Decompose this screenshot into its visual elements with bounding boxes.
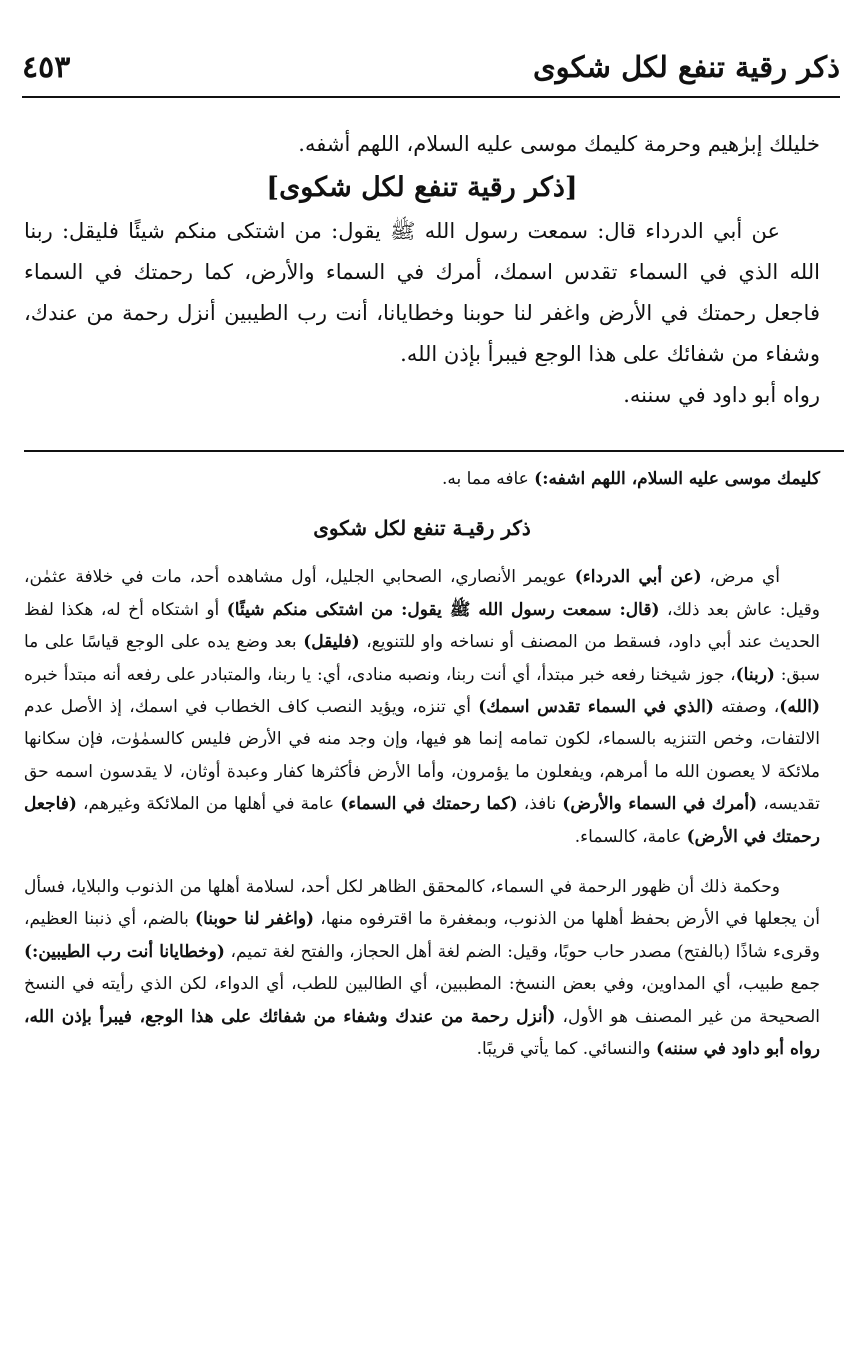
running-title: ذكر رقية تنفع لكل شكوى bbox=[532, 50, 840, 84]
page-number: ٤٥٣ bbox=[22, 50, 71, 85]
section-heading: [ذكر رقية تنفع لكل شكوى] bbox=[266, 172, 578, 203]
commentary-text: أو اشتكاه أخ له، هكذا لفظ الحديث عند أبي داود، فسقط من المصنف أو نساخه واو للتنويع، bbox=[24, 599, 821, 653]
main-text-continuation: خليلك إبرٰهيم وحرمة كليمك موسى عليه السلام، اللهم أشفه. bbox=[298, 132, 820, 156]
commentary-bold: (قال: سمعت رسول الله ﷺ يقول: من اشتكى منكم شيئًا) bbox=[226, 599, 660, 620]
commentary-text: عويمر الأنصاري، الصحابي الجليل، أول مشاهده أحد، مات في خلافة عثمٰن، وقيل: عاش بعد ذلك، bbox=[24, 567, 820, 620]
hadith-source: رواه أبو داود في سننه. bbox=[623, 383, 820, 407]
commentary-text: عامة، كالسماء. bbox=[574, 826, 687, 847]
commentary-bold: (فاجعل رحمتك في الأرض) bbox=[24, 794, 820, 847]
commentary-heading: ذكر رقيـة تنفع لكل شكوى bbox=[313, 516, 531, 541]
commentary-bold: (عن أبي الدرداء) bbox=[574, 567, 702, 588]
commentary-first-line bbox=[24, 463, 820, 495]
commentary-text: نافذ، bbox=[517, 794, 563, 815]
commentary-bold: (الله) bbox=[779, 697, 821, 718]
commentary-bold: (واغفر لنا حوبنا) bbox=[195, 909, 315, 930]
commentary-bold: (فليقل) bbox=[303, 632, 360, 653]
main-text bbox=[24, 124, 820, 416]
commentary-text: وحكمة ذلك أن ظهور الرحمة في السماء، كالمحقق الظاهر لكل أحد، لسلامة أهلها من الذنوب والبلايا، فسأل أن يجعلها في الأرض بحفظ أهلها من الذنوب، وبمغفرة ما اقترفوه منها، bbox=[24, 877, 820, 930]
commentary-text: بالضم، أي ذنبنا العظيم، وقرىء شاذًا (بالفتح) مصدر حاب حوبًا، وقيل: الضم لغة أهل الحجاز، والفتح لغة تميم، bbox=[24, 909, 821, 962]
commentary-text: عامة في أهلها من الملائكة وغيرهم، bbox=[76, 794, 341, 815]
commentary-bold: (كما رحمتك في السماء) bbox=[340, 794, 518, 815]
commentary bbox=[24, 463, 820, 1066]
hadith-text: عن أبي الدرداء قال: سمعت رسول الله ﷺ يقول: من اشتكى منكم شيئًا فليقل: ربنا الله الذي في السماء تقدس اسمك، أمرك في السماء والأرض، كما رحمتك في السماء فاجعل رحمتك في الأرض واغفر لنا حوبنا وخطايانا، أنت رب الطيبين أنزل رحمة من عندك، وشفاء من شفائك على هذا الوجع فيبرأ بإذن الله. bbox=[24, 219, 820, 366]
commentary-bold: (أمرك في السماء والأرض) bbox=[562, 794, 758, 815]
commentary-bold: (وخطايانا أنت رب الطيبين:) bbox=[24, 941, 225, 962]
commentary-text: ، جوز شيخنا رفعه خبر مبتدأ، أي أنت ربنا، ونصبه منادى، أي: يا ربنا، والمتبادر على رفعه أنه مبتدأ خبره bbox=[24, 664, 736, 685]
commentary-bold: (الذي في السماء تقدس اسمك) bbox=[478, 697, 714, 718]
commentary-text: جمع طبيب، أي المداوين، وفي بعض النسخ: المطببين، أي الطالبين للطب، أي الدواء، لكن الذي رأيته في النسخ الصحيحة من غير المصنف هو الأول، bbox=[24, 974, 821, 1027]
commentary-text: ، وصفته bbox=[713, 697, 780, 718]
commentary-bold: كليمك موسى عليه السلام، اللهم اشفه:) bbox=[534, 469, 820, 489]
commentary-text: والنسائي. كما يأتي قريبًا. bbox=[476, 1039, 656, 1060]
commentary-text: أي تنزه، ويؤيد النصب كاف الخطاب في اسمك، إذ الأصل عدم الالتفات، وخص التنزيه بالسماء، لكون تمامه إنما هو فيها، وإن وجد منه في الأرض فليس كالسمٰوٰت، فإن سكانها ملائكة لا يعصون الله ما أمرهم، ويفعلون ما يؤمرون، وأما الأرض فأكثرها كفار وعبدة أوثان، لا يقدسون اسمه حق تقديسه، bbox=[24, 697, 821, 815]
header-rule bbox=[22, 96, 840, 98]
commentary-paragraph-1 bbox=[24, 561, 820, 853]
commentary-text: عافه مما به. bbox=[442, 469, 535, 489]
commentary-text: بعد وضع يده على الوجع قياسًا على ما سبق: bbox=[24, 632, 820, 685]
footnote-divider bbox=[24, 450, 844, 452]
commentary-text: أي مرض، bbox=[701, 567, 780, 588]
commentary-bold: (ربنا) bbox=[735, 664, 775, 685]
commentary-bold: (أنزل رحمة من عندك وشفاء من شفائك على هذا الوجع، فيبرأ بإذن الله، رواه أبو داود في سننه) bbox=[24, 1006, 820, 1060]
page-header bbox=[22, 50, 840, 94]
commentary-paragraph-2 bbox=[24, 871, 820, 1065]
